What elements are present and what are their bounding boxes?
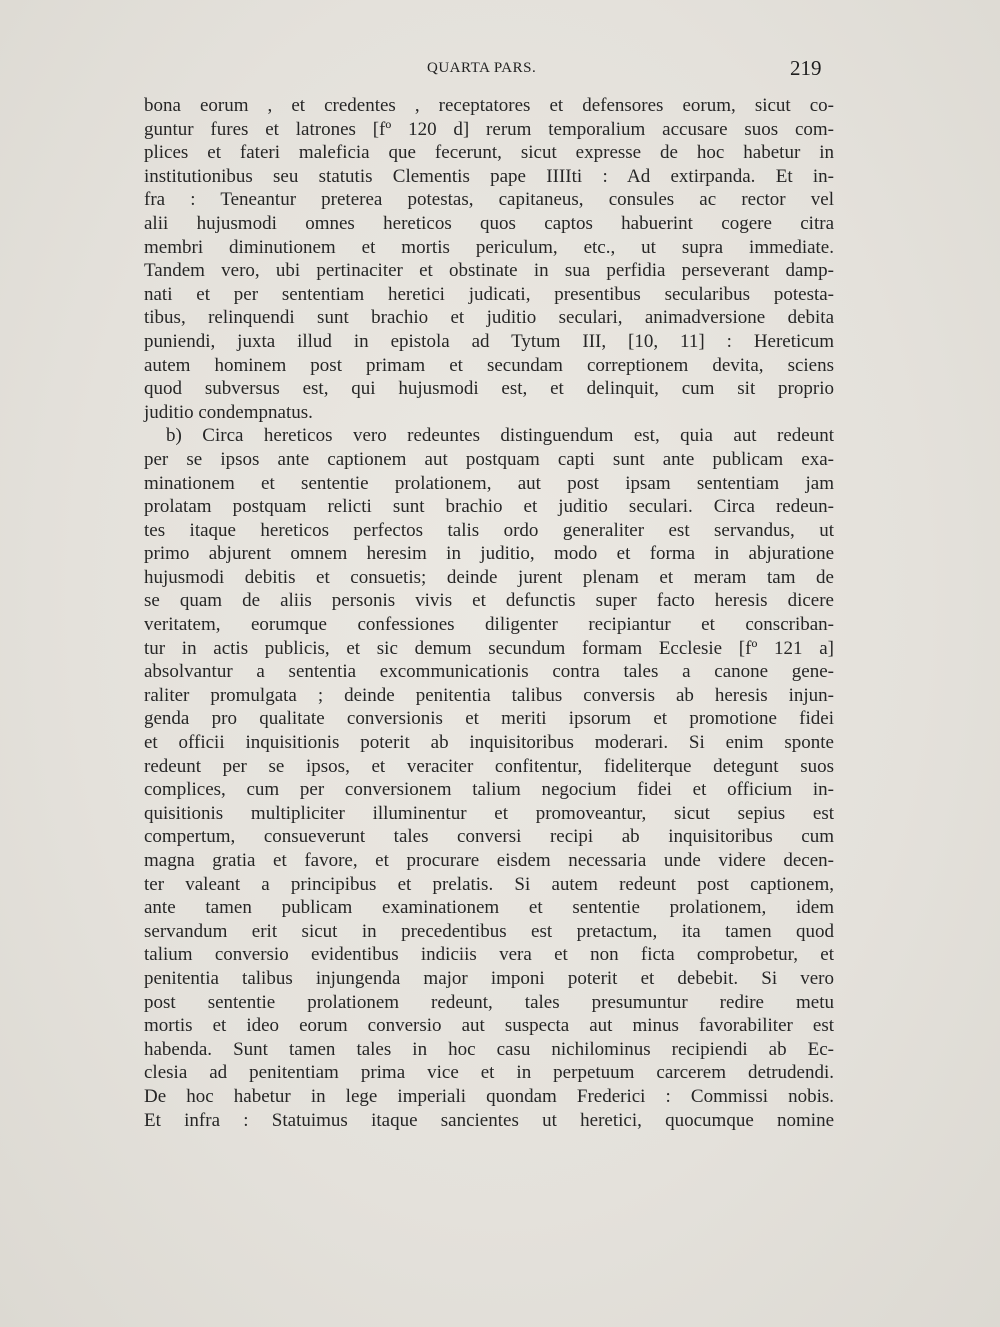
- text-line: juditio condempnatus.: [144, 401, 313, 423]
- text-line: hujusmodi debitis et consuetis; deinde jurent plenam et meram tam de: [144, 566, 834, 588]
- text-line: plices et fateri maleficia que fecerunt, sicut expresse de hoc habetur in: [144, 142, 834, 164]
- text-line: tes itaque hereticos perfectos talis ordo generaliter est servandus, ut: [144, 519, 834, 541]
- text-line: post sententie prolationem redeunt, tales presumuntur redire metu: [144, 991, 834, 1013]
- text-line: membri diminutionem et mortis periculum, etc., ut supra immediate.: [144, 236, 834, 258]
- text-line: redeunt per se ipsos, et veraciter confitentur, fideliterque detegunt suos: [144, 755, 834, 777]
- text-line: habenda. Sunt tamen tales in hoc casu nichilominus recipiendi ab Ec-: [144, 1038, 834, 1060]
- text-line: autem hominem post primam et secundam correptionem devita, sciens: [144, 354, 834, 376]
- text-line: minationem et sententie prolationem, aut post ipsam sententiam jam: [144, 472, 834, 494]
- text-line: prolatam postquam relicti sunt brachio et juditio seculari. Circa redeun-: [144, 496, 834, 518]
- text-line: compertum, consueverunt tales conversi recipi ab inquisitoribus cum: [144, 826, 834, 848]
- text-line: fra : Teneantur preterea potestas, capitaneus, consules ac rector vel: [144, 189, 834, 211]
- text-line: clesia ad penitentiam prima vice et in perpetuum carcerem detrudendi.: [144, 1062, 834, 1084]
- page-header: [0, 56, 1000, 84]
- body-text: [144, 94, 834, 1132]
- page-number: 219: [790, 56, 822, 80]
- text-line: De hoc habetur in lege imperiali quondam Frederici : Commissi nobis.: [144, 1085, 834, 1107]
- text-line: tur in actis publicis, et sic demum secundum formam Ecclesie [fº 121 a]: [144, 637, 834, 659]
- text-line: mortis et ideo eorum conversio aut suspecta aut minus favorabiliter est: [144, 1015, 834, 1037]
- text-line: complices, cum per conversionem talium negocium fidei et officium in-: [144, 779, 834, 801]
- text-line: servandum erit sicut in precedentibus est pretactum, ita tamen quod: [144, 920, 834, 942]
- text-line: nati et per sententiam heretici judicati, presentibus secularibus potesta-: [144, 283, 834, 305]
- text-line: Et infra : Statuimus itaque sancientes ut heretici, quocumque nomine: [144, 1109, 834, 1131]
- text-line: et officii inquisitionis poterit ab inquisitoribus moderari. Si enim sponte: [144, 732, 834, 754]
- text-line: genda pro qualitate conversionis et meriti ipsorum et promotione fidei: [144, 708, 834, 730]
- text-line: bona eorum , et credentes , receptatores et defensores eorum, sicut co-: [144, 95, 834, 116]
- text-line: penitentia talibus injungenda major imponi poterit et debebit. Si vero: [144, 967, 834, 989]
- running-title: QUARTA PARS.: [427, 60, 537, 76]
- text-line: veritatem, eorumque confessiones diligenter recipiantur et conscriban-: [144, 614, 834, 636]
- text-line: tibus, relinquendi sunt brachio et juditio seculari, animadversione debita: [144, 307, 834, 329]
- text-line: alii hujusmodi omnes hereticos quos captos habuerint cogere citra: [144, 212, 834, 234]
- text-line: se quam de aliis personis vivis et defunctis super facto heresis dicere: [144, 590, 834, 612]
- text-line: per se ipsos ante captionem aut postquam capti sunt ante publicam exa-: [144, 448, 834, 470]
- text-line: Tandem vero, ubi pertinaciter et obstinate in sua perfidia perseverant damp-: [144, 260, 834, 282]
- text-line: quisitionis multipliciter illuminentur et promoveantur, sicut sepius est: [144, 802, 834, 824]
- text-line: b) Circa hereticos vero redeuntes distinguendum est, quia aut redeunt: [166, 425, 834, 447]
- text-line: magna gratia et favore, et procurare eisdem necessaria unde videre decen-: [144, 850, 834, 871]
- text-line: primo abjurent omnem heresim in juditio, modo et forma in abjuratione: [144, 543, 834, 565]
- text-line: ter valeant a principibus et prelatis. Si autem redeunt post captionem,: [144, 873, 834, 895]
- text-line: quod subversus est, qui hujusmodi est, et delinquit, cum sit proprio: [144, 378, 834, 400]
- text-line: guntur fures et latrones [fº 120 d] rerum temporalium accusare suos com-: [144, 118, 834, 140]
- text-line: ante tamen publicam examinationem et sententie prolationem, idem: [144, 897, 834, 919]
- text-line: talium conversio evidentibus indiciis vera et non ficta comprobetur, et: [144, 944, 834, 966]
- text-line: puniendi, juxta illud in epistola ad Tytum III, [10, 11] : Hereticum: [144, 330, 834, 352]
- text-line: institutionibus seu statutis Clementis pape IIIIti : Ad extirpanda. Et in-: [144, 165, 834, 187]
- text-line: absolvantur a sententia excommunicationis contra tales a canone gene-: [144, 661, 834, 683]
- text-line: raliter promulgata ; deinde penitentia talibus conversis ab heresis injun-: [144, 684, 834, 706]
